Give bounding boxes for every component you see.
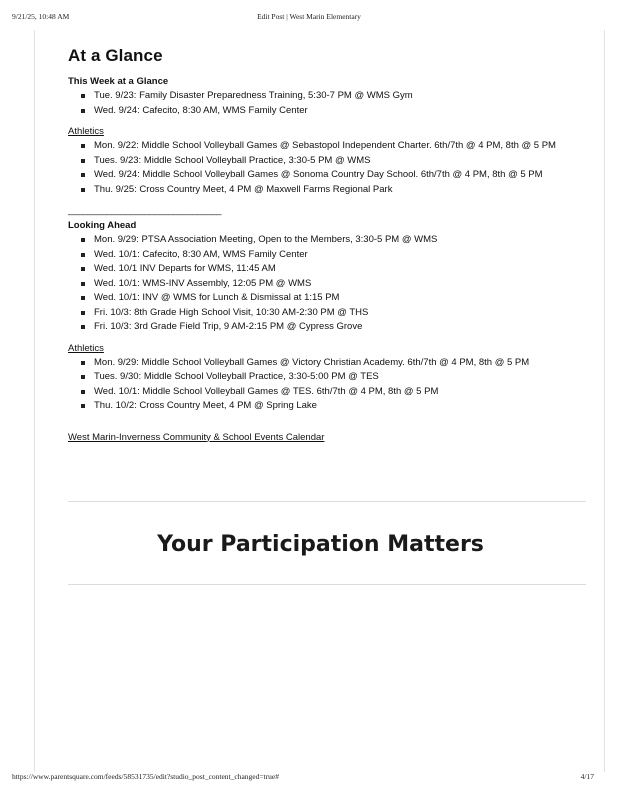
section-divider-top <box>68 501 586 502</box>
list-item: Thu. 9/25: Cross Country Meet, 4 PM @ Maxwell Farms Regional Park <box>94 183 578 198</box>
list-item: Fri. 10/3: 8th Grade High School Visit, 10:30 AM-2:30 PM @ THS <box>94 306 578 321</box>
athletics-link-1[interactable]: Athletics <box>68 126 104 137</box>
section-divider-bottom <box>68 584 586 585</box>
print-header <box>0 12 618 24</box>
list-item: Wed. 9/24: Cafecito, 8:30 AM, WMS Family Center <box>94 104 578 119</box>
list-item: Wed. 10/1: Middle School Volleyball Games @ TES. 6th/7th @ 4 PM, 8th @ 5 PM <box>94 385 578 400</box>
print-page-number: 4/17 <box>580 772 594 781</box>
print-datetime: 9/21/25, 10:48 AM <box>12 12 70 21</box>
list-item: Mon. 9/29: PTSA Association Meeting, Open to the Members, 3:30-5 PM @ WMS <box>94 233 578 248</box>
print-title: Edit Post | West Marin Elementary <box>257 12 361 21</box>
looking-ahead-title: Looking Ahead <box>68 220 137 231</box>
this-week-list <box>68 89 578 118</box>
list-item: Fri. 10/3: 3rd Grade Field Trip, 9 AM-2:15 PM @ Cypress Grove <box>94 320 578 335</box>
list-item: Wed. 10/1 INV Departs for WMS, 11:45 AM <box>94 262 578 277</box>
athletics-list-1 <box>68 139 578 197</box>
list-item: Wed. 9/24: Middle School Volleyball Games @ Sonoma Country Day School. 6th/7th @ 4 PM, 8th @ 5 PM <box>94 168 578 183</box>
print-url: https://www.parentsquare.com/feeds/58531735/edit?studio_post_content_changed=true# <box>12 772 280 781</box>
events-calendar-link[interactable]: West Marin-Inverness Community & School Events Calendar <box>68 431 325 443</box>
this-week-title: This Week at a Glance <box>68 76 169 87</box>
list-item: Mon. 9/22: Middle School Volleyball Games @ Sebastopol Independent Charter. 6th/7th @ 4 PM, 8th @ 5 PM <box>94 139 578 154</box>
post-card <box>34 30 605 772</box>
print-footer <box>0 772 618 784</box>
at-a-glance-heading: At a Glance <box>68 46 163 65</box>
list-item: Tues. 9/23: Middle School Volleyball Practice, 3:30-5 PM @ WMS <box>94 154 578 169</box>
looking-ahead-list <box>68 233 578 335</box>
list-item: Tues. 9/30: Middle School Volleyball Practice, 3:30-5:00 PM @ TES <box>94 370 578 385</box>
list-item: Wed. 10/1: WMS-INV Assembly, 12:05 PM @ WMS <box>94 277 578 292</box>
list-item: Thu. 10/2: Cross Country Meet, 4 PM @ Spring Lake <box>94 399 578 414</box>
athletics-list-2 <box>68 356 578 414</box>
participation-heading: Your Participation Matters <box>157 532 484 557</box>
text-divider: ________________________________ <box>68 205 222 216</box>
list-item: Tue. 9/23: Family Disaster Preparedness Training, 5:30-7 PM @ WMS Gym <box>94 89 578 104</box>
post-content <box>68 46 578 445</box>
list-item: Wed. 10/1: INV @ WMS for Lunch & Dismissal at 1:15 PM <box>94 291 578 306</box>
athletics-link-2[interactable]: Athletics <box>68 342 104 354</box>
list-item: Mon. 9/29: Middle School Volleyball Games @ Victory Christian Academy. 6th/7th @ 4 PM, 8th @ 5 PM <box>94 356 578 371</box>
list-item: Wed. 10/1: Cafecito, 8:30 AM, WMS Family Center <box>94 248 578 263</box>
